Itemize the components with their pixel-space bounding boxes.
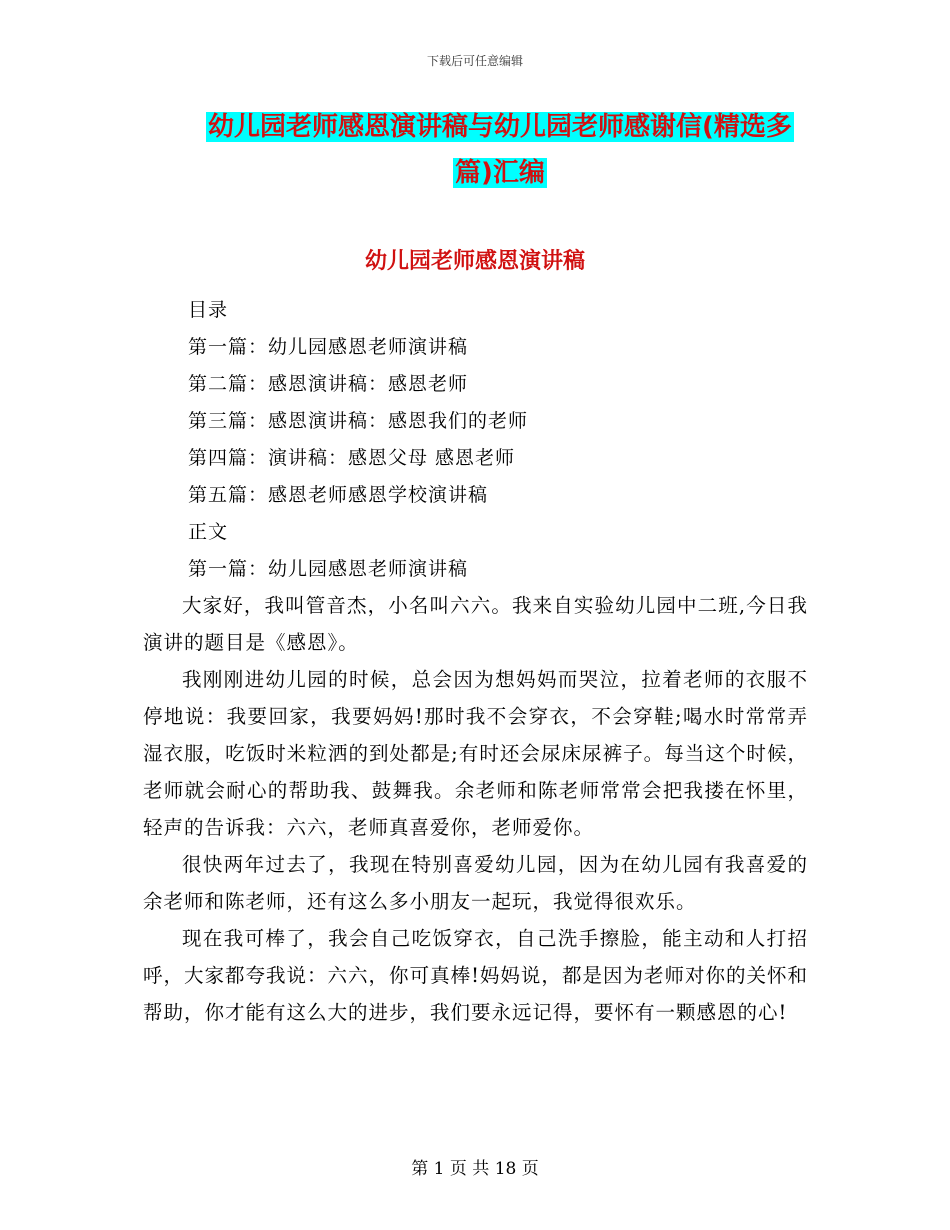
document-title-line-1: 幼儿园老师感恩演讲稿与幼儿园老师感谢信(精选多 [208, 112, 792, 142]
page-number: 第 1 页 共 18 页 [411, 1159, 539, 1179]
toc-item: 第一篇：幼儿园感恩老师演讲稿 [188, 336, 469, 358]
toc-item: 第二篇：感恩演讲稿：感恩老师 [188, 373, 469, 395]
paragraph: 很快两年过去了，我现在特别喜爱幼儿园，因为在幼儿园有我喜爱的余老师和陈老师，还有这么多小朋友一起玩，我觉得很欢乐。 [143, 853, 808, 913]
paragraph: 我刚刚进幼儿园的时候，总会因为想妈妈而哭泣，拉着老师的衣服不停地说：我要回家，我要妈妈!那时我不会穿衣，不会穿鞋;喝水时常常弄湿衣服，吃饭时米粒洒的到处都是;有时还会尿床尿裤子。每当这个时候，老师就会耐心的帮助我、鼓舞我。余老师和陈老师常常会把我搂在怀里，轻声的告诉我：六六，老师真喜爱你，老师爱你。 [143, 668, 808, 839]
section-title: 幼儿园老师感恩演讲稿 [364, 249, 585, 274]
document-title-line-2: 篇)汇编 [455, 158, 545, 188]
part-heading: 第一篇：幼儿园感恩老师演讲稿 [188, 558, 469, 580]
toc-item: 第五篇：感恩老师感恩学校演讲稿 [188, 484, 489, 506]
document-title [190, 104, 810, 196]
body-text [143, 587, 808, 1031]
paragraph: 大家好，我叫管音杰，小名叫六六。我来自实验幼儿园中二班,今日我演讲的题目是《感恩》。 [143, 594, 808, 654]
toc-item: 第三篇：感恩演讲稿：感恩我们的老师 [188, 410, 529, 432]
table-of-contents [188, 292, 528, 588]
paragraph: 现在我可棒了，我会自己吃饭穿衣，自己洗手擦脸，能主动和人打招呼，大家都夸我说：六六，你可真棒!妈妈说，都是因为老师对你的关怀和帮助，你才能有这么大的进步，我们要永远记得，要怀有一颗感恩的心! [143, 927, 808, 1024]
body-heading: 正文 [188, 521, 229, 543]
toc-item: 第四篇：演讲稿：感恩父母 感恩老师 [188, 447, 516, 469]
toc-heading: 目录 [188, 299, 229, 321]
download-note: 下载后可任意编辑 [426, 54, 523, 68]
